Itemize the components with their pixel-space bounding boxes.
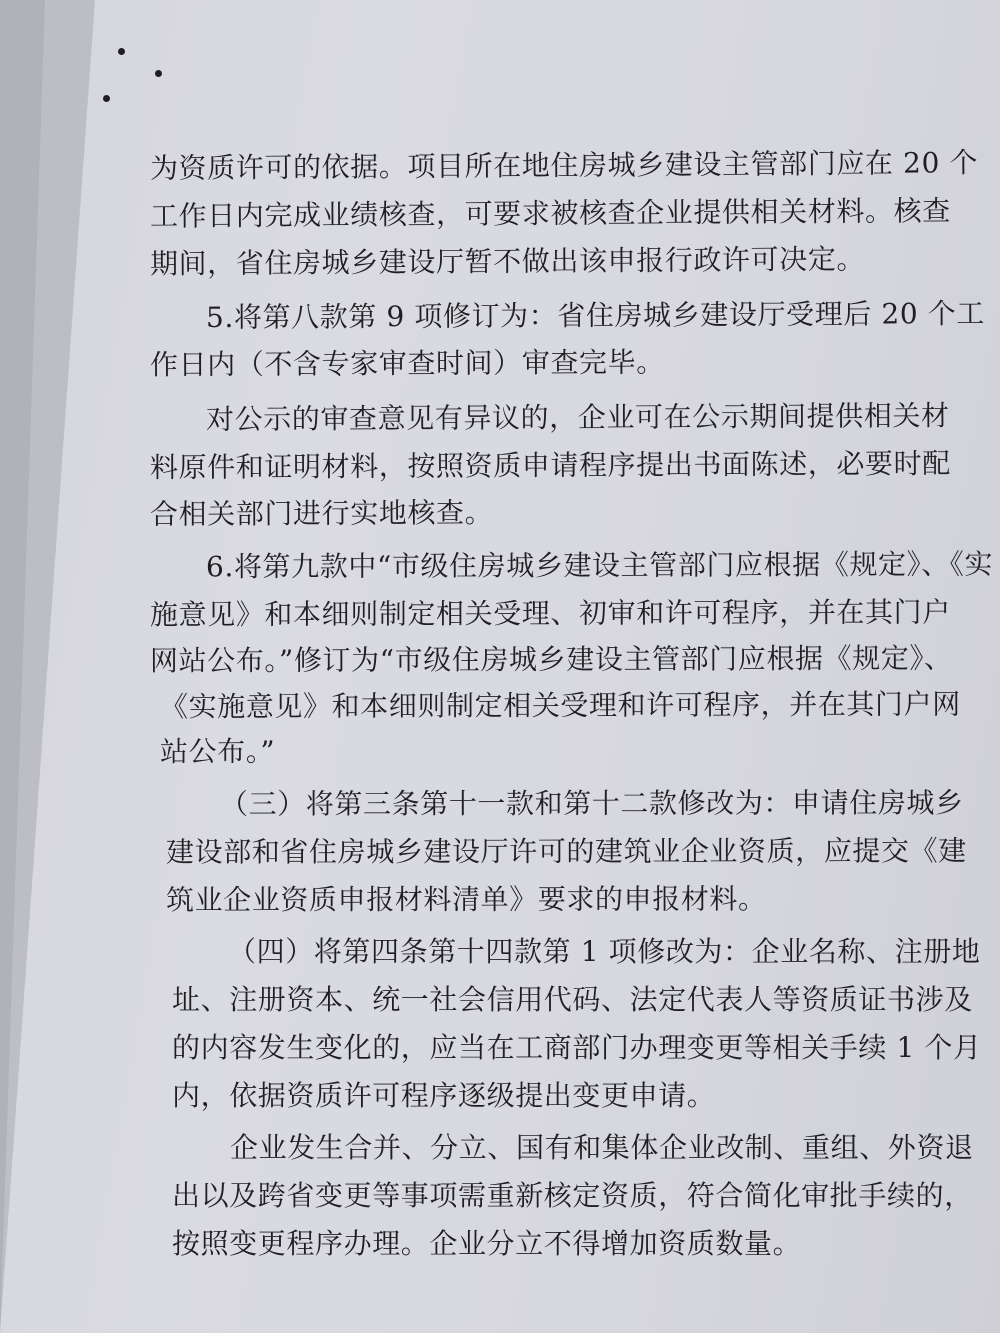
- text-line: （四）将第四条第十四款第 1 项修改为：企业名称、注册地: [228, 935, 981, 968]
- text-line: 作日内（不含专家审查时间）审查完毕。: [149, 345, 665, 382]
- punch-hole: [103, 95, 110, 102]
- text-line: 施意见》和本细则制定相关受理、初审和许可程序，并在其门户: [149, 595, 951, 632]
- page-shadow-dark: [0, 0, 45, 1333]
- text-line: 《实施意见》和本细则制定相关受理和许可程序，并在其门户网: [159, 687, 961, 724]
- text-line: 出以及跨省变更等事项需重新核定资质，符合简化审批手续的，: [172, 1179, 973, 1212]
- text-line: 对公示的审查意见有异议的，企业可在公示期间提供相关材: [205, 399, 950, 436]
- text-line: 5.将第八款第 9 项修订为：省住房城乡建设厅受理后 20 个工: [205, 296, 986, 335]
- text-line: 6.将第九款中“市级住房城乡建设主管部门应根据《规定》、《实: [205, 547, 994, 584]
- text-line: 工作日内完成业绩核查，可要求被核查企业提供相关材料。核查: [149, 194, 951, 233]
- text-line: 企业发生合并、分立、国有和集体企业改制、重组、外资退: [230, 1131, 974, 1164]
- text-line: 址、注册资本、统一社会信用代码、法定代表人等资质证书涉及: [172, 983, 973, 1016]
- text-line: 按照变更程序办理。企业分立不得增加资质数量。: [172, 1227, 802, 1260]
- text-line: 站公布。”: [159, 734, 276, 769]
- text-line: 为资质许可的依据。项目所在地住房城乡建设主管部门应在 20 个: [149, 146, 979, 185]
- text-line: 合相关部门进行实地核查。: [149, 496, 494, 531]
- punch-hole: [118, 48, 125, 55]
- punch-hole: [155, 70, 162, 77]
- text-line: 内，依据资质许可程序逐级提出变更申请。: [172, 1079, 716, 1112]
- text-line: 建设部和省住房城乡建设厅许可的建筑业企业资质，应提交《建: [165, 834, 967, 869]
- text-line: 的内容发生变化的，应当在工商部门办理变更等相关手续 1 个月: [172, 1031, 982, 1064]
- text-line: 期间，省住房城乡建设厅暂不做出该申报行政许可决定。: [149, 242, 866, 281]
- text-line: 筑业企业资质申报材料清单》要求的申报材料。: [165, 882, 767, 917]
- text-line: 网站公布。”修订为“市级住房城乡建设主管部门应根据《规定》、: [149, 641, 953, 678]
- text-line: （三）将第三条第十一款和第十二款修改为：申请住房城乡: [219, 786, 964, 821]
- text-line: 料原件和证明材料，按照资质申请程序提出书面陈述，必要时配: [149, 446, 951, 485]
